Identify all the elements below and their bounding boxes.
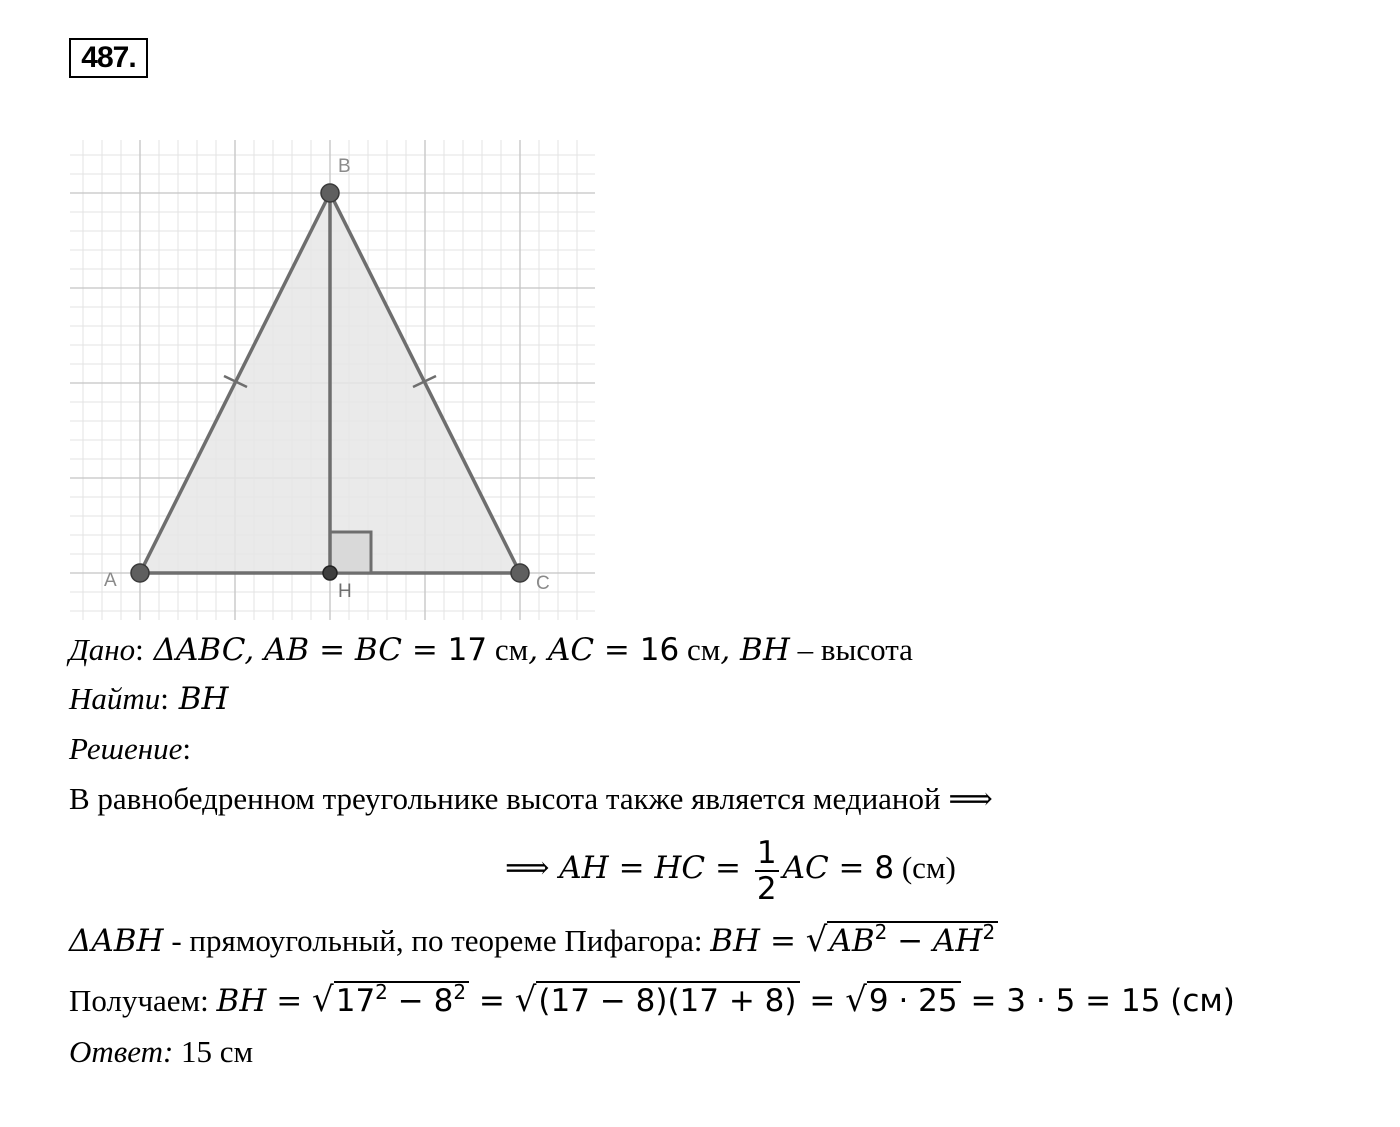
label-b: B [338,156,351,177]
sqrt-symbol-3: √ [845,980,867,1020]
pythagoras-lhs: BH = [710,923,806,959]
pythagoras-text: - прямоугольный, по теореме Пифагора: [163,923,711,958]
formula-unit: (см) [894,850,956,885]
result-label: Получаем: [69,983,217,1018]
given-ac-text: , AC = [528,632,640,668]
given-triangle: ΔABC, AB = BC = [143,632,448,668]
result-line: Получаем: BH = $√17^2 - 8^2 = √(17 - 8)(17 + 8) = √9 \cdot 25 = 3 \cdot 5 = 15$ (см) [69,980,1235,1020]
find-label: Найти [69,681,161,716]
sqrt-radicand-2: (17 − 8)(17 + 8) [536,981,799,1019]
given-bh: , BH [720,632,790,668]
fraction-numerator: 1 [756,834,777,871]
given-line [69,630,913,670]
solution-colon: : [182,731,191,766]
sqrt-radicand-3: 9 · 25 [867,981,961,1019]
label-h: H [338,581,352,602]
result-value: = 3 · 5 = 15 (см) [960,983,1235,1019]
sqrt-symbol-1: √ [312,980,334,1020]
sqrt-radicand-1: $17^2 - 8^2$ [334,981,469,1019]
label-a: A [104,570,117,591]
answer-line [69,1032,253,1072]
answer-value: 15 см [173,1034,254,1069]
sqrt-symbol-2: √ [514,980,537,1020]
fraction-denominator: 2 [756,870,777,907]
formula-ac: AC = [782,850,875,886]
pythagoras-line [69,920,998,961]
given-unit-1: см [494,632,529,667]
formula-value: 8 [874,850,895,886]
point-b [321,184,339,202]
solution-label: Решение [69,731,183,766]
fraction-half [755,836,779,906]
find-colon: : [160,681,169,716]
point-h [323,566,337,580]
find-line [69,679,229,719]
solution-line [69,729,191,769]
answer-label: Ответ: [69,1034,174,1069]
point-a [131,564,149,582]
given-ab-value: 17 [447,632,488,668]
find-value: BH [168,681,229,717]
sqrt-symbol: √ [805,920,828,960]
given-label: Дано [69,632,136,667]
triangle-figure [70,140,595,620]
point-c [511,564,529,582]
given-unit-2: см [686,632,721,667]
given-colon: : [135,632,144,667]
reasoning-line-1: В равнобедренном треугольнике высота также является медианой ⟹ [69,781,993,816]
formula-ah-hc [505,828,956,908]
given-tail: – высота [789,632,913,667]
given-ac-value: 16 [639,632,680,668]
right-angle-mark [330,532,371,573]
sqrt-radicand: $AB^2 - AH^2$ [827,921,998,959]
triangle-abh: ΔABH [69,923,164,959]
problem-number: 487. [69,38,148,78]
formula-prefix: ⟹ AH = HC = [505,850,751,886]
result-lhs: BH = [216,983,313,1019]
label-c: C [536,573,550,594]
